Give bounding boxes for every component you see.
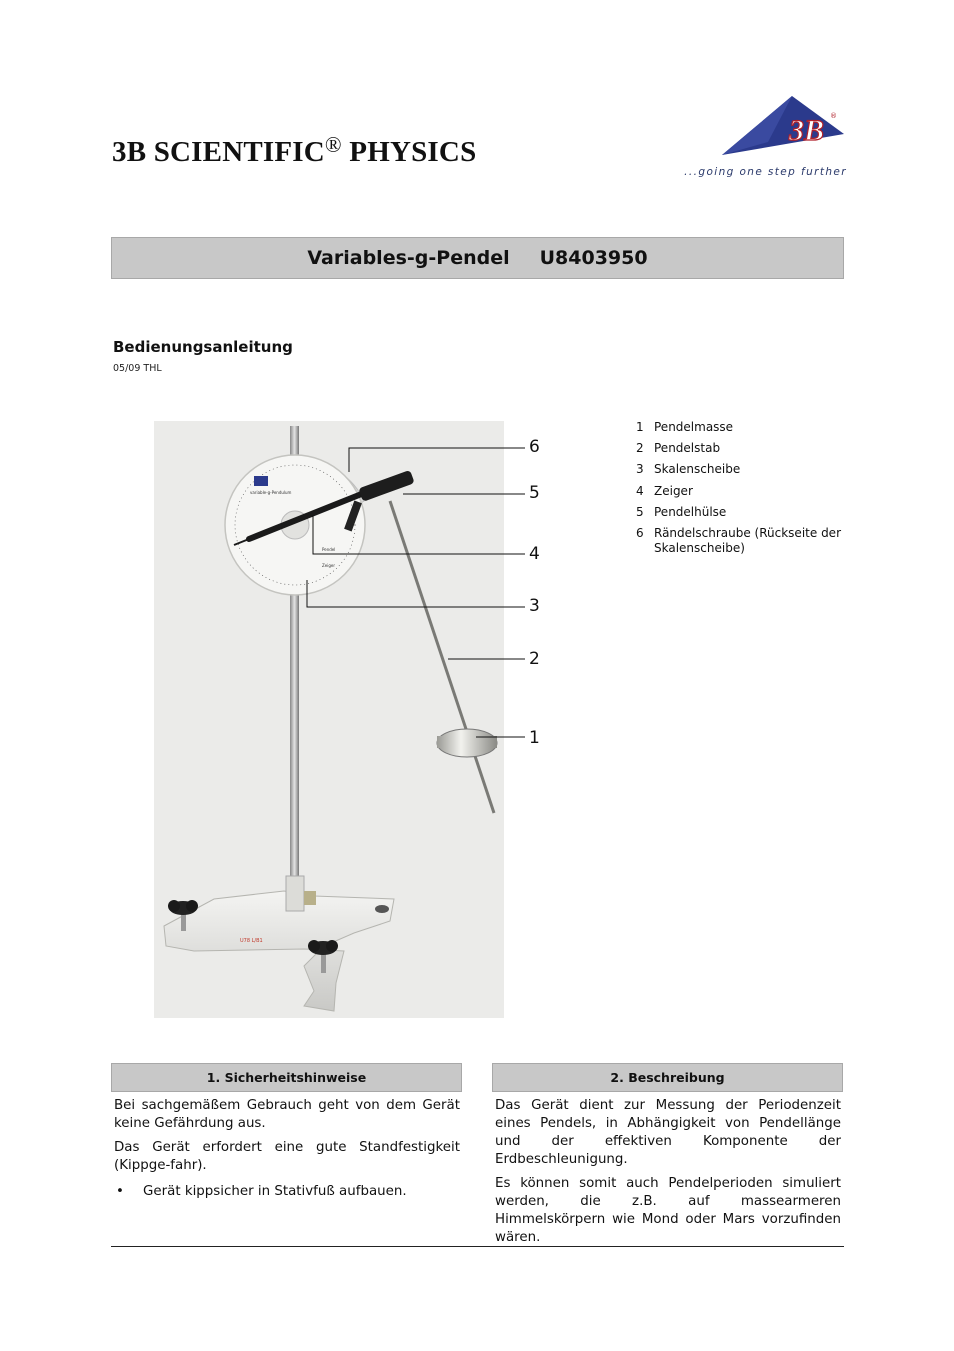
legend-text: Skalenscheibe bbox=[654, 462, 741, 477]
legend-num: 2 bbox=[636, 441, 644, 456]
levelling-knob-back bbox=[375, 905, 389, 913]
description-paragraph-2: Es können somit auch Pendelperioden simuliert werden, die z.B. auf massearmeren Himmelskörpern wie Mond oder Mars vorzufinden wären. bbox=[495, 1176, 841, 1245]
disk-logo bbox=[254, 476, 268, 486]
description-section-body bbox=[495, 1097, 841, 1253]
instructions-heading: Bedienungsanleitung bbox=[113, 338, 293, 356]
pendulum-rod bbox=[390, 501, 494, 813]
disk-label: variable-g-Pendulum bbox=[250, 490, 292, 495]
disk-label-2: Pendel bbox=[322, 547, 336, 552]
brand-tail: PHYSICS bbox=[341, 136, 477, 168]
product-code: U8403950 bbox=[539, 247, 648, 269]
bullet-icon: • bbox=[116, 1184, 124, 1199]
callout-1: 1 bbox=[529, 728, 540, 748]
legend-item bbox=[636, 526, 841, 556]
safety-bullet-text: Gerät kippsicher in Stativfuß aufbauen. bbox=[143, 1184, 407, 1199]
safety-paragraph-1: Bei sachgemäßem Gebrauch geht von dem Gerät keine Gefährdung aus. bbox=[114, 1098, 460, 1131]
rod-clamp bbox=[286, 876, 304, 911]
logo-3b-text: 3B bbox=[789, 114, 825, 147]
callout-6: 6 bbox=[529, 437, 540, 457]
disk-label-3: Zeiger bbox=[322, 563, 335, 568]
callout-5: 5 bbox=[529, 483, 540, 503]
brand-main: 3B SCIENTIFIC bbox=[112, 136, 325, 168]
3b-logo bbox=[672, 92, 847, 184]
callout-2: 2 bbox=[529, 649, 540, 669]
legend-item bbox=[636, 484, 841, 499]
brand-title bbox=[112, 132, 476, 169]
base-code-label: U78 L/B1 bbox=[240, 938, 263, 944]
safety-bullet bbox=[114, 1183, 460, 1201]
document-code: 05/09 THL bbox=[113, 363, 162, 374]
parts-legend bbox=[636, 420, 841, 562]
legend-text: Zeiger bbox=[654, 483, 693, 498]
legend-text: Pendelhülse bbox=[654, 504, 727, 519]
pendulum-sleeve bbox=[358, 470, 414, 502]
legend-item bbox=[636, 462, 841, 477]
callout-4: 4 bbox=[529, 544, 540, 564]
tagline: ...going one step further bbox=[684, 166, 847, 178]
pendulum-illustration bbox=[154, 421, 504, 1018]
legend-num: 5 bbox=[636, 504, 644, 519]
legend-num: 4 bbox=[636, 483, 644, 498]
legend-num: 1 bbox=[636, 420, 644, 434]
safety-section-header: 1. Sicherheitshinweise bbox=[111, 1063, 462, 1092]
legend-num: 3 bbox=[636, 462, 644, 477]
pendulum-mass-side bbox=[437, 736, 497, 748]
legend-num: 6 bbox=[636, 525, 644, 540]
description-section-header: 2. Beschreibung bbox=[492, 1063, 843, 1092]
legend-text: Pendelstab bbox=[654, 441, 721, 456]
callout-3: 3 bbox=[529, 596, 540, 616]
legend-text: Pendelmasse bbox=[654, 420, 734, 434]
legend-text: Rändelschraube (Rückseite der Skalenscheibe) bbox=[654, 525, 841, 555]
stand-base bbox=[164, 891, 394, 1011]
footer-rule bbox=[111, 1246, 844, 1247]
legend-item bbox=[636, 505, 841, 520]
description-paragraph-1: Das Gerät dient zur Messung der Periodenzeit eines Pendels, in Abhängigkeit von Pendellänge und der effektiven Komponente der Erdbeschleunigung. bbox=[495, 1098, 841, 1167]
product-name: Variables-g-Pendel bbox=[307, 247, 510, 269]
product-title-bar bbox=[111, 237, 844, 279]
registered-mark: ® bbox=[324, 132, 342, 157]
safety-paragraph-2: Das Gerät erfordert eine gute Standfestigkeit (Kippge-fahr). bbox=[114, 1140, 460, 1173]
safety-section-body bbox=[114, 1097, 460, 1201]
legend-item bbox=[636, 441, 841, 456]
logo-registered-mark: ® bbox=[830, 112, 837, 120]
product-photo bbox=[154, 421, 504, 1018]
legend-item bbox=[636, 420, 841, 435]
clamp-screw bbox=[304, 891, 316, 905]
